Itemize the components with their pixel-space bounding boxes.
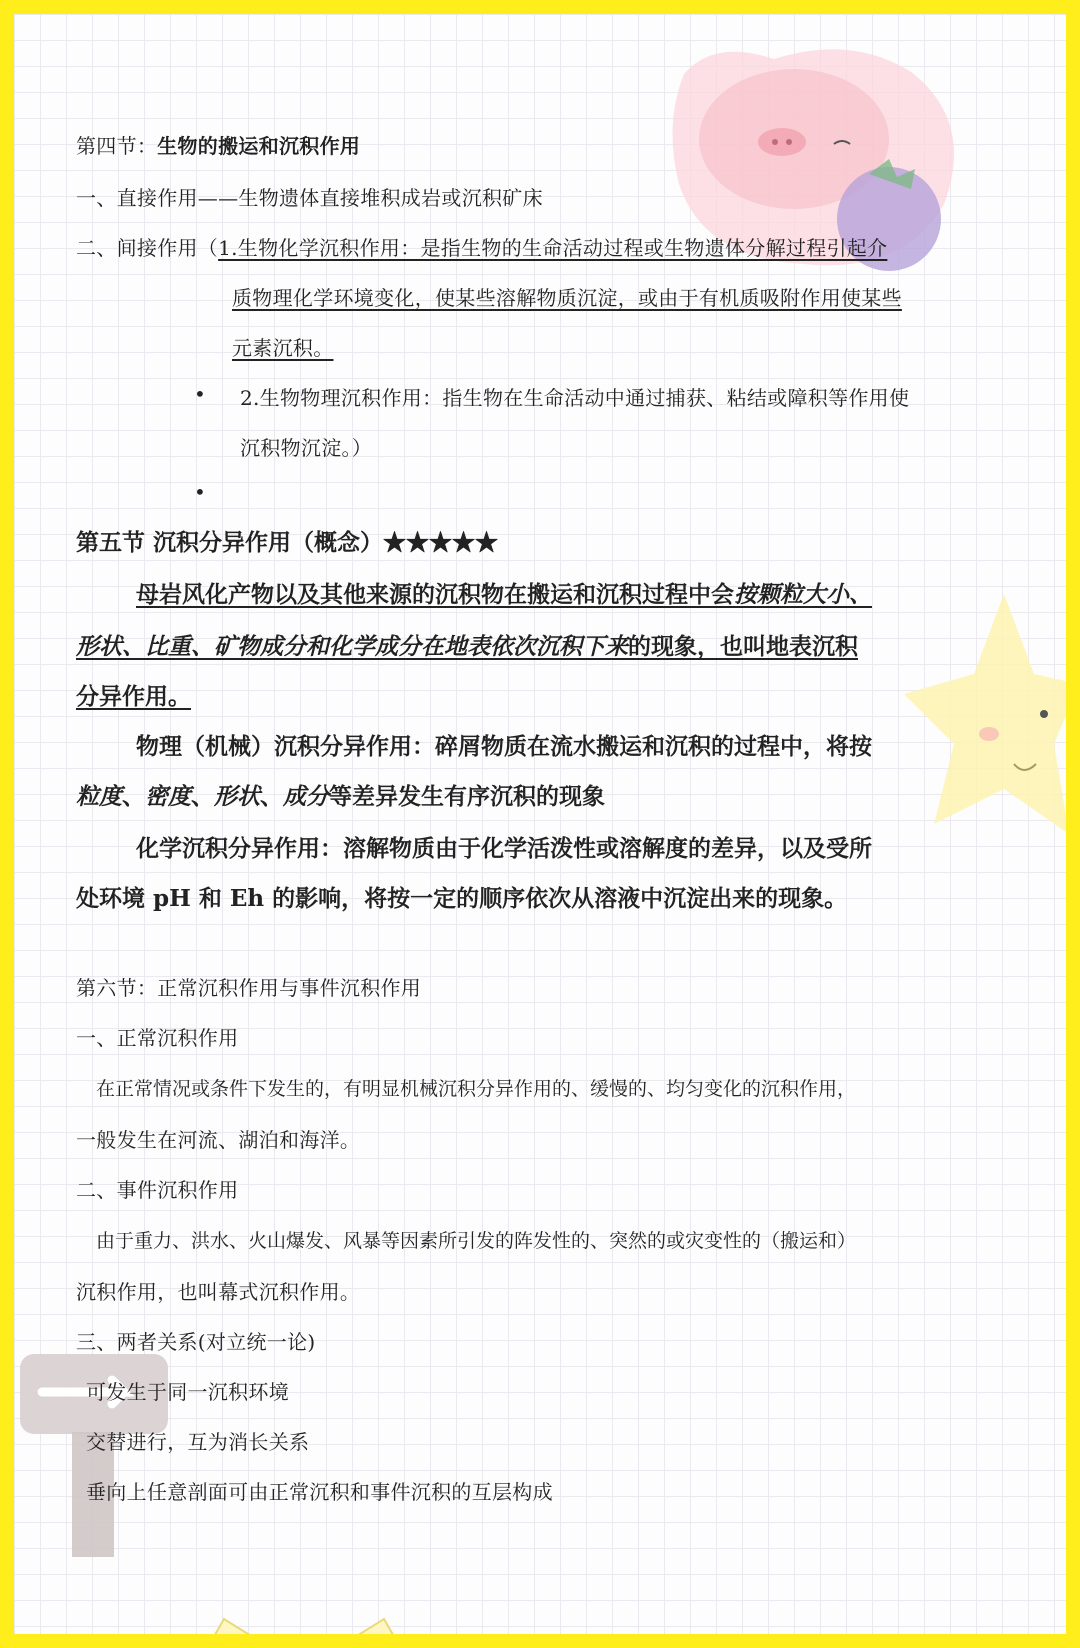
sec4-title: 生物的搬运和沉积作用 bbox=[157, 134, 361, 158]
sec6-h2: 二、事件沉积作用 bbox=[76, 1178, 239, 1202]
sec4-item1: 一、直接作用——生物遗体直接堆积成岩或沉积矿床 bbox=[76, 186, 543, 210]
sec5-p3-line2: 处环境 pH 和 Eh 的影响，将按一定的顺序依次从溶液中沉淀出来的现象。 bbox=[76, 885, 848, 912]
sec5-p1-line1-a: 母岩风化产物以及其他来源的沉积物在搬运和沉积过程中会 bbox=[136, 581, 734, 608]
sec4-item2-line3: 元素沉积。 bbox=[232, 336, 334, 360]
sec5-p1-line2-a: 形状、比重、矿物成分和化学成分在地表依次沉积下来 bbox=[76, 633, 628, 660]
sep: 、 bbox=[260, 783, 283, 810]
sec6-h1: 一、正常沉积作用 bbox=[76, 1026, 239, 1050]
sec4-item2-line2: 质物理化学环境变化，使某些溶解物质沉淀，或由于有机质吸附作用使某些 bbox=[232, 286, 902, 310]
term-composition: 成分 bbox=[283, 783, 329, 810]
sec5-p2-line1: 物理（机械）沉积分异作用：碎屑物质在流水搬运和沉积的过程中，将按 bbox=[136, 733, 872, 760]
sec5-p1-line1 bbox=[136, 576, 872, 609]
sec4-item3-line1: 2.生物物理沉积作用：指生物在生命活动中通过捕获、粘结或障积等作用使 bbox=[240, 386, 910, 410]
bullet: • bbox=[194, 382, 206, 406]
sec6-p2-line2: 沉积作用，也叫幕式沉积作用。 bbox=[76, 1280, 361, 1304]
sec4-item2 bbox=[76, 232, 887, 261]
sec6-relation-1: 可发生于同一沉积环境 bbox=[86, 1380, 289, 1404]
sec5-p1-line2-b: 的现象，也叫地表沉积 bbox=[628, 633, 858, 660]
term-granularity: 粒度 bbox=[76, 783, 122, 810]
sec6-relation-3: 垂向上任意剖面可由正常沉积和事件沉积的互层构成 bbox=[86, 1480, 553, 1504]
sec6-p1-line2: 一般发生在河流、湖泊和海洋。 bbox=[76, 1128, 361, 1152]
sep: 、 bbox=[191, 783, 214, 810]
sec6-relation-2: 交替进行，互为消长关系 bbox=[86, 1430, 310, 1454]
sec5-p3-line1: 化学沉积分异作用：溶解物质由于化学活泼性或溶解度的差异，以及受所 bbox=[136, 835, 872, 862]
sec5-p2-tail: 等差异发生有序沉积的现象 bbox=[329, 783, 605, 810]
sec5-p1-line3: 分异作用。 bbox=[76, 683, 191, 710]
sec4-heading bbox=[76, 130, 360, 159]
sec6-h3: 三、两者关系(对立统一论) bbox=[76, 1330, 316, 1354]
sec5-p1-line2 bbox=[76, 628, 858, 661]
sec5-title: 第五节 沉积分异作用（概念）★★★★★ bbox=[76, 529, 499, 556]
sec6-p1-line1: 在正常情况或条件下发生的，有明显机械沉积分异作用的、缓慢的、均匀变化的沉积作用， bbox=[96, 1078, 857, 1100]
sec6-title: 第六节：正常沉积作用与事件沉积作用 bbox=[76, 976, 422, 1000]
sec4-item2-prefix: 二、间接作用（ bbox=[76, 236, 219, 260]
cat-ears-icon bbox=[194, 1614, 414, 1648]
sec5-p1-line1-b: 按颗粒大小、 bbox=[734, 581, 872, 608]
term-density: 密度 bbox=[145, 783, 191, 810]
sec5-p2-line2 bbox=[76, 778, 605, 811]
sec6-p2-line1: 由于重力、洪水、火山爆发、风暴等因素所引发的阵发性的、突然的或灾变性的（搬运和） bbox=[96, 1230, 857, 1252]
sec4-item2-line1: 1.生物化学沉积作用：是指生物的生命活动过程或生物遗体分解过程引起介 bbox=[218, 236, 888, 260]
sec4-item3-line2: 沉积物沉淀。） bbox=[240, 436, 373, 460]
star-sticker-icon bbox=[894, 574, 1080, 874]
bullet-empty: • bbox=[194, 480, 206, 504]
term-shape: 形状 bbox=[214, 783, 260, 810]
sep: 、 bbox=[122, 783, 145, 810]
sec4-prefix: 第四节： bbox=[76, 134, 158, 158]
